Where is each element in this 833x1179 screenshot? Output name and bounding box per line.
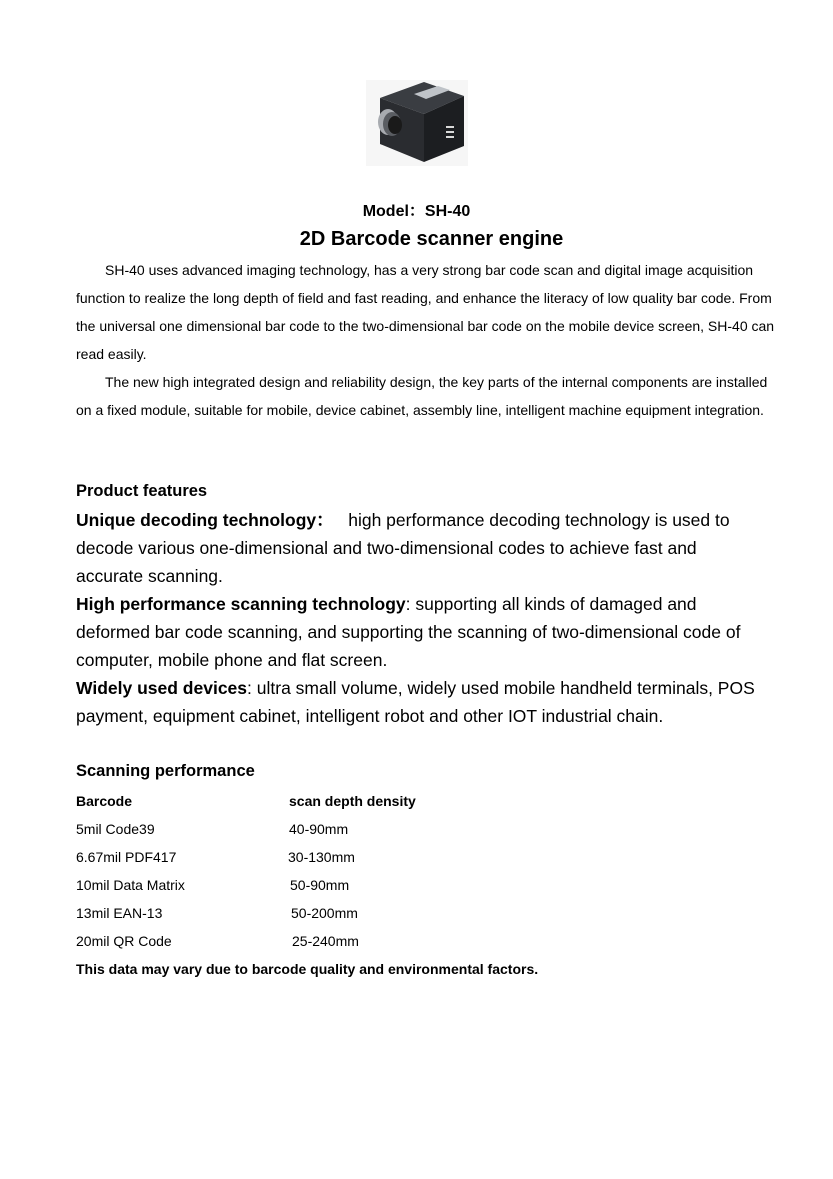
- feature-item: [76, 674, 766, 730]
- intro-section: [76, 256, 776, 424]
- scan-depth-cell: 40-90mm: [289, 821, 349, 837]
- feature-text: : supporting all kinds of damaged and deformed bar code scanning, and supporting the scanning of two-dimensional code of computer, mobile phone and flat screen.: [76, 594, 741, 670]
- table-row: [76, 818, 576, 840]
- scan-depth-cell: 50-90mm: [290, 877, 350, 893]
- scan-depth-cell: 50-200mm: [291, 905, 358, 921]
- performance-heading: Scanning performance: [76, 762, 255, 780]
- barcode-cell: 13mil EAN-13: [76, 905, 163, 921]
- feature-term: Widely used devices: [76, 678, 248, 698]
- document-title: 2D Barcode scanner engine: [299, 228, 564, 250]
- performance-table-header: [76, 790, 576, 812]
- features-list: [76, 506, 766, 730]
- feature-text: high performance decoding technology is used to decode various one-dimensional and two-dimensional codes to achieve fast and accurate scanning.: [76, 510, 730, 586]
- features-heading: Product features: [76, 482, 208, 500]
- column-header-barcode: Barcode: [76, 793, 133, 809]
- feature-term: High performance scanning technology: [76, 594, 406, 614]
- scanner-engine-image: [366, 80, 468, 166]
- barcode-cell: 5mil Code39: [76, 821, 155, 837]
- feature-item: [76, 506, 766, 590]
- feature-text: : ultra small volume, widely used mobile handheld terminals, POS payment, equipment cabinet, intelligent robot and other IOT industrial chain.: [76, 678, 755, 726]
- feature-term: Unique decoding technology：: [76, 510, 334, 530]
- performance-note: This data may vary due to barcode quality and environmental factors.: [76, 961, 539, 977]
- table-row: [76, 902, 576, 924]
- scan-depth-cell: 25-240mm: [292, 933, 359, 949]
- scan-depth-cell: 30-130mm: [288, 849, 355, 865]
- feature-item: [76, 590, 766, 674]
- intro-paragraph: The new high integrated design and reliability design, the key parts of the internal components are installed on a fixed module, suitable for mobile, device cabinet, assembly line, intelligent machine equipment integration.: [76, 374, 768, 418]
- column-header-scan-depth: scan depth density: [289, 793, 416, 809]
- table-row: [76, 874, 576, 896]
- model-label: Model：SH-40: [362, 203, 471, 220]
- barcode-cell: 10mil Data Matrix: [76, 877, 185, 893]
- table-row: [76, 846, 576, 868]
- table-row: [76, 930, 576, 952]
- intro-paragraph: SH-40 uses advanced imaging technology, has a very strong bar code scan and digital image acquisition function to realize the long depth of field and fast reading, and enhance the literacy of low quality bar code. From the universal one dimensional bar code to the two-dimensional bar code on the mobile device screen, SH-40 can read easily.: [76, 262, 775, 362]
- barcode-cell: 20mil QR Code: [76, 933, 172, 949]
- barcode-cell: 6.67mil PDF417: [76, 849, 177, 865]
